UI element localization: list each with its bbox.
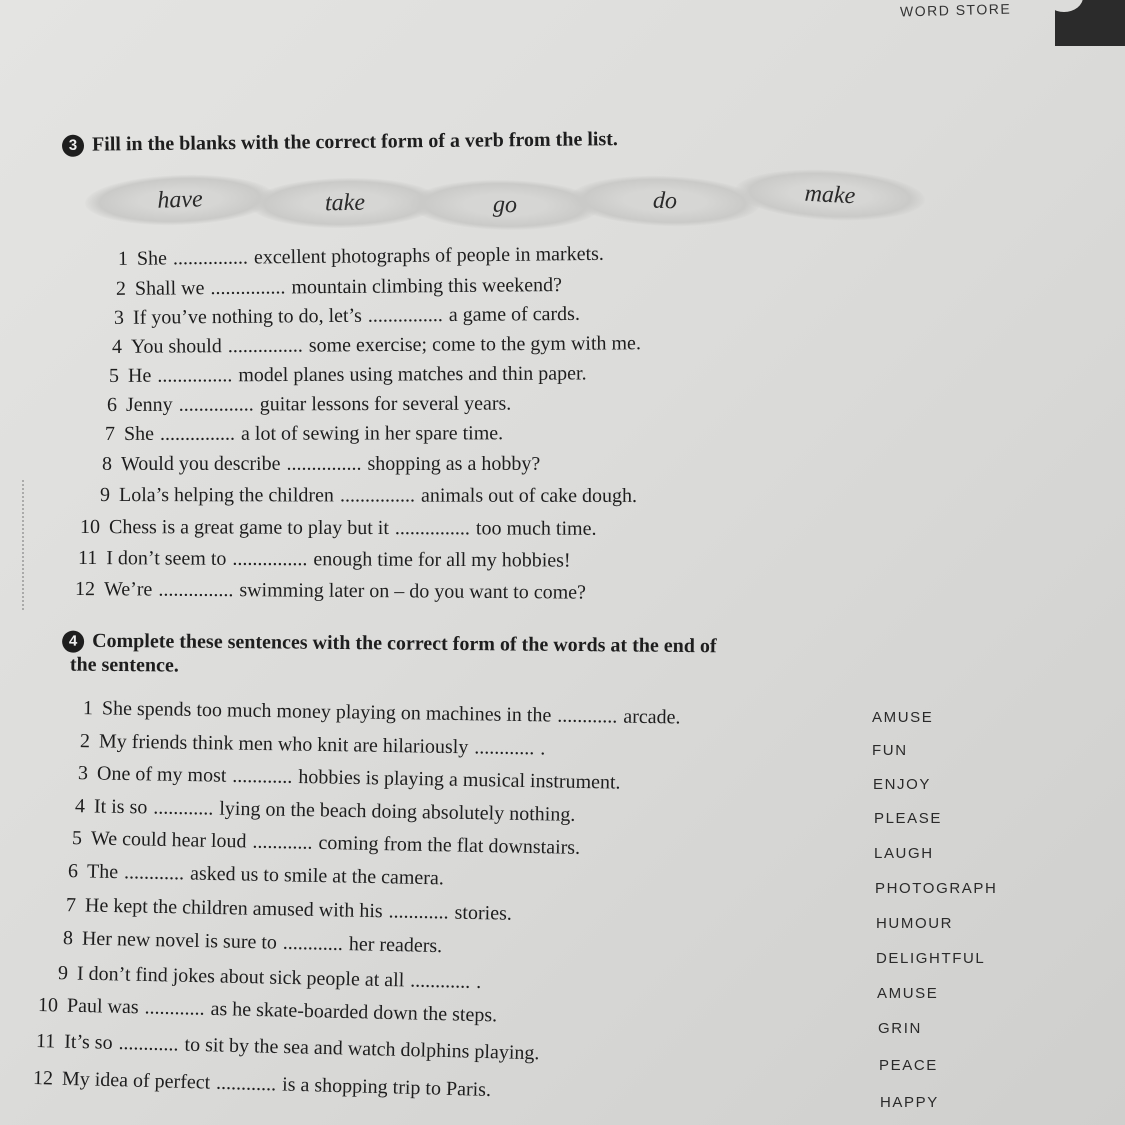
answer-blank[interactable]: ............ xyxy=(123,861,185,885)
word-store-label: WORD STORE xyxy=(899,0,1012,20)
item-text-before: She xyxy=(123,422,155,445)
exercise-item xyxy=(110,242,604,271)
exercise-4-heading xyxy=(62,629,852,684)
verb-option-label: go xyxy=(492,191,518,219)
exercise-item xyxy=(97,421,503,446)
item-number: 7 xyxy=(65,894,77,917)
answer-blank[interactable]: ............ xyxy=(215,1071,277,1096)
item-text-before: The xyxy=(86,860,119,884)
base-word: HUMOUR xyxy=(876,915,954,932)
answer-blank[interactable]: ............ xyxy=(557,704,618,728)
item-text-after: animals out of cake dough. xyxy=(420,484,638,507)
item-number: 5 xyxy=(108,364,120,387)
item-number: 4 xyxy=(74,795,86,818)
exercise-item xyxy=(94,452,540,476)
item-number: 3 xyxy=(77,762,89,785)
item-text-before: She spends too much money playing on machines in the xyxy=(101,697,552,727)
item-text-before: She xyxy=(136,247,168,270)
answer-blank[interactable]: ............ xyxy=(410,969,471,993)
item-number: 8 xyxy=(102,453,112,475)
answer-blank[interactable]: ............... xyxy=(159,422,236,445)
item-number: 8 xyxy=(62,927,74,950)
item-text-before: You should xyxy=(130,335,222,358)
exercise-item xyxy=(55,926,443,958)
exercise-item xyxy=(72,729,546,760)
item-text-after: some exercise; come to the gym with me. xyxy=(308,332,641,357)
item-text-after: to sit by the sea and watch dolphins playing. xyxy=(184,1033,540,1065)
exercise-item xyxy=(50,961,482,994)
item-text-after: stories. xyxy=(454,901,513,925)
item-text-before: One of my most xyxy=(96,762,227,787)
item-number: 9 xyxy=(57,962,69,985)
answer-blank[interactable]: ............... xyxy=(158,578,234,602)
verb-option-label: have xyxy=(156,186,204,214)
item-number: 5 xyxy=(71,827,83,850)
base-word: PHOTOGRAPH xyxy=(875,880,998,897)
exercise-item xyxy=(106,302,580,330)
exercise-item xyxy=(104,331,641,359)
answer-blank[interactable]: ............... xyxy=(178,393,254,416)
item-text-after: her readers. xyxy=(348,933,443,958)
exercise-3-heading xyxy=(62,127,618,157)
exercise-item xyxy=(80,515,597,541)
answer-blank[interactable]: ............... xyxy=(339,484,415,507)
answer-blank[interactable]: ............... xyxy=(367,304,443,327)
exercise-item xyxy=(75,696,681,730)
item-text-after: as he skate-boarded down the steps. xyxy=(210,997,498,1027)
item-number: 4 xyxy=(111,335,123,358)
verb-option-label: do xyxy=(652,187,678,215)
verb-option xyxy=(410,178,601,231)
item-text-after: coming from the flat downstairs. xyxy=(318,831,581,859)
item-text-after: hobbies is playing a musical instrument. xyxy=(298,765,621,794)
item-text-before: Chess is a great game to play but it xyxy=(108,516,389,540)
item-number: 11 xyxy=(35,1030,56,1053)
item-text-before: My friends think men who knit are hilariously xyxy=(98,730,469,759)
base-word: ENJOY xyxy=(873,776,932,793)
item-number: 10 xyxy=(37,994,59,1017)
exercise-item xyxy=(64,826,581,860)
base-word: LAUGH xyxy=(874,845,934,862)
exercise-item xyxy=(99,392,511,417)
item-text-after: enough time for all my hobbies! xyxy=(313,548,571,572)
exercise-4-instruction-line-1: Complete these sentences with the correct form of the words at the end of xyxy=(92,629,717,658)
base-word: PEACE xyxy=(879,1057,938,1074)
answer-blank[interactable]: ............ xyxy=(232,764,293,788)
verb-option xyxy=(84,172,276,229)
exercise-3-instruction: Fill in the blanks with the correct form of a verb from the list. xyxy=(91,128,618,156)
answer-blank[interactable]: ............... xyxy=(394,517,470,540)
item-number: 6 xyxy=(106,393,118,416)
exercise-item xyxy=(36,1029,540,1065)
item-number: 7 xyxy=(104,422,116,445)
answer-blank[interactable]: ............ xyxy=(388,900,449,924)
item-text-before: It is so xyxy=(93,795,148,819)
item-text-before: Jenny xyxy=(125,393,173,416)
item-text-after: arcade. xyxy=(623,705,681,729)
item-text-before: He kept the children amused with his xyxy=(84,894,383,923)
base-word: FUN xyxy=(872,742,908,759)
answer-blank[interactable]: ............ xyxy=(282,931,344,956)
answer-blank[interactable]: ............ xyxy=(144,996,205,1020)
item-text-after: . xyxy=(476,970,482,994)
item-text-after: is a shopping trip to Paris. xyxy=(281,1073,492,1101)
exercise-item xyxy=(78,546,571,573)
item-number: 1 xyxy=(82,697,94,720)
item-text-before: We’re xyxy=(103,578,153,601)
answer-blank[interactable]: ............ xyxy=(118,1032,179,1056)
exercise-item xyxy=(60,859,444,890)
answer-blank[interactable]: ............... xyxy=(172,246,249,270)
item-number: 3 xyxy=(113,306,125,329)
item-number: 2 xyxy=(79,730,91,753)
item-text-before: We could hear loud xyxy=(90,827,247,853)
item-number: 1 xyxy=(117,247,129,270)
margin-mark xyxy=(22,480,36,610)
item-text-after: shopping as a hobby? xyxy=(367,453,541,475)
base-word: HAPPY xyxy=(880,1094,939,1111)
answer-blank[interactable]: ............ xyxy=(474,736,535,760)
item-text-after: . xyxy=(540,737,546,760)
item-text-after: mountain climbing this weekend? xyxy=(291,274,563,299)
verb-option xyxy=(734,165,926,225)
item-number: 11 xyxy=(77,547,98,570)
exercise-item xyxy=(108,273,562,301)
exercise-item xyxy=(75,577,586,605)
item-text-before: He xyxy=(127,364,152,387)
item-text-before: I don’t find jokes about sick people at all xyxy=(76,962,405,992)
item-text-before: I don’t seem to xyxy=(106,547,227,570)
answer-blank[interactable]: ............... xyxy=(232,547,308,571)
item-number: 2 xyxy=(115,277,127,300)
item-text-before: If you’ve nothing to do, let’s xyxy=(132,304,362,329)
item-text-after: lying on the beach doing absolutely nothing. xyxy=(219,797,576,826)
answer-blank[interactable]: ............... xyxy=(210,276,286,300)
base-word: AMUSE xyxy=(872,709,934,726)
exercise-number-badge: 4 xyxy=(62,631,84,653)
item-text-before: Would you describe xyxy=(121,453,281,475)
answer-blank[interactable]: ............ xyxy=(252,830,313,854)
item-text-before: Her new novel is sure to xyxy=(81,927,278,954)
corner-tab xyxy=(1055,0,1125,46)
verb-option-label: take xyxy=(324,189,366,217)
item-text-before: Lola’s helping the children xyxy=(118,484,334,507)
item-text-after: guitar lessons for several years. xyxy=(259,392,512,416)
answer-blank[interactable]: ............... xyxy=(286,453,362,475)
verb-option xyxy=(569,173,761,230)
answer-blank[interactable]: ............ xyxy=(153,796,214,820)
exercise-item xyxy=(38,993,498,1027)
answer-blank[interactable]: ............... xyxy=(157,364,233,387)
verb-option-label: make xyxy=(804,180,856,210)
exercise-item xyxy=(33,1066,492,1102)
item-text-after: a game of cards. xyxy=(448,302,580,327)
exercise-item xyxy=(67,794,576,827)
item-number: 12 xyxy=(74,578,96,601)
item-text-after: asked us to smile at the camera. xyxy=(189,862,445,890)
item-text-after: a lot of sewing in her spare time. xyxy=(240,422,504,445)
item-text-before: My idea of perfect xyxy=(61,1067,211,1094)
exercise-item xyxy=(70,761,621,795)
item-text-after: too much time. xyxy=(475,517,597,540)
item-number: 9 xyxy=(99,484,111,507)
item-text-before: Shall we xyxy=(134,277,205,300)
exercise-number-badge: 3 xyxy=(62,135,84,157)
item-number: 6 xyxy=(67,860,79,883)
base-word: DELIGHTFUL xyxy=(876,950,986,967)
base-word: GRIN xyxy=(878,1020,922,1037)
base-word: PLEASE xyxy=(874,810,942,827)
exercise-item xyxy=(58,893,512,926)
item-number: 12 xyxy=(32,1067,54,1090)
item-number: 10 xyxy=(79,516,101,539)
item-text-after: excellent photographs of people in markets. xyxy=(253,242,604,269)
answer-blank[interactable]: ............... xyxy=(227,334,303,358)
item-text-before: Paul was xyxy=(66,994,139,1019)
item-text-before: It’s so xyxy=(63,1030,113,1054)
item-text-after: swimming later on – do you want to come? xyxy=(239,579,587,604)
item-text-after: model planes using matches and thin paper. xyxy=(238,362,587,387)
exercise-item xyxy=(92,483,637,508)
base-word: AMUSE xyxy=(877,985,939,1002)
exercise-4-instruction-line-2: the sentence. xyxy=(69,653,179,677)
exercise-item xyxy=(101,361,587,388)
